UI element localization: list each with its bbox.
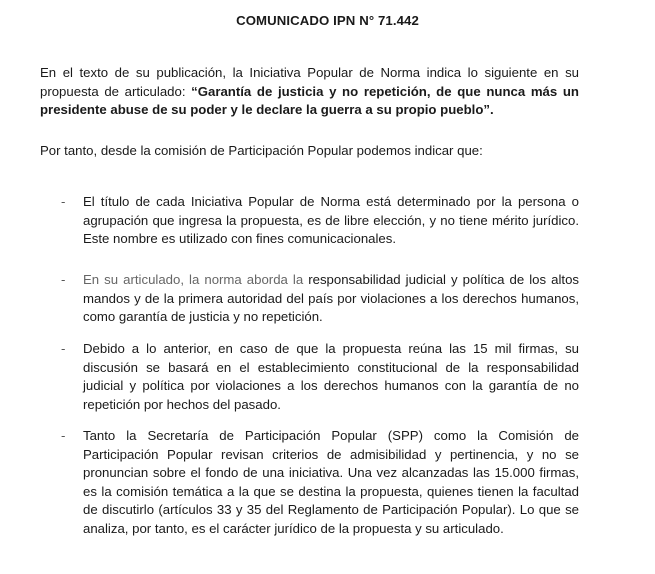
bullet-item: [40, 193, 579, 249]
bullet-item: [40, 427, 579, 538]
intro-text-1: En el texto de su publicación,: [40, 65, 233, 80]
bullet-text: [83, 271, 579, 327]
bullet-dash: -: [61, 272, 66, 287]
bullet-item: [40, 340, 579, 414]
bullet-text: Debido a lo anterior, en caso de que la propuesta reúna las 15 mil firmas, su discusión se basará en el establecimiento constitucional de la responsabilidad judicial y política por violaciones a los derechos humanos con la garantía de no repetición por hechos del pasado.: [83, 341, 579, 412]
intro-paragraph: [40, 64, 579, 120]
bullet-dash: -: [61, 341, 66, 356]
lead-paragraph: Por tanto, desde la comisión de Participación Popular podemos indicar que:: [40, 143, 483, 158]
bullet-text-a: En su articulado, la norma aborda la: [83, 272, 309, 287]
document-title: COMUNICADO IPN N° 71.442: [236, 13, 419, 28]
bullet-text: Tanto la Secretaría de Participación Popular (SPP) como la Comisión de Participación Popular revisan criterios de admisibilidad y pertinencia, y no se pronuncian sobre el fondo de una iniciativa. Una vez alcanzadas las 15.000 firmas, es la comisión temática a la que se destina la propuesta, quienes tienen la facultad de discutirlo (artículos 33 y 35 del Reglamento de Participación Popular). Lo que se analiza, por tanto, es el carácter jurídico de la propuesta y su articulado.: [83, 428, 579, 536]
intro-text-2: la Iniciativa Popular de Norma: [232, 65, 421, 80]
bullet-dash: -: [61, 194, 66, 209]
bullet-dash: -: [61, 428, 66, 443]
bullet-text-b: responsabilidad judicial y política de los altos mandos y de la primera autoridad del país por violaciones a los derechos humanos, como garantía de justicia y no repetición.: [83, 272, 579, 324]
bullet-item: [40, 271, 579, 327]
intro-text-3: indica lo siguiente en su propuesta de articulado:: [40, 65, 579, 99]
intro-quote: “Garantía de justicia y no repetición, de que nunca más un presidente abuse de su poder y le declare la guerra a su propio pueblo”.: [40, 83, 579, 117]
bullet-text: El título de cada Iniciativa Popular de Norma está determinado por la persona o agrupación que ingresa la propuesta, es de libre elección, y no tiene mérito jurídico. Este nombre es utilizado con fines comunicacionales.: [83, 194, 579, 246]
